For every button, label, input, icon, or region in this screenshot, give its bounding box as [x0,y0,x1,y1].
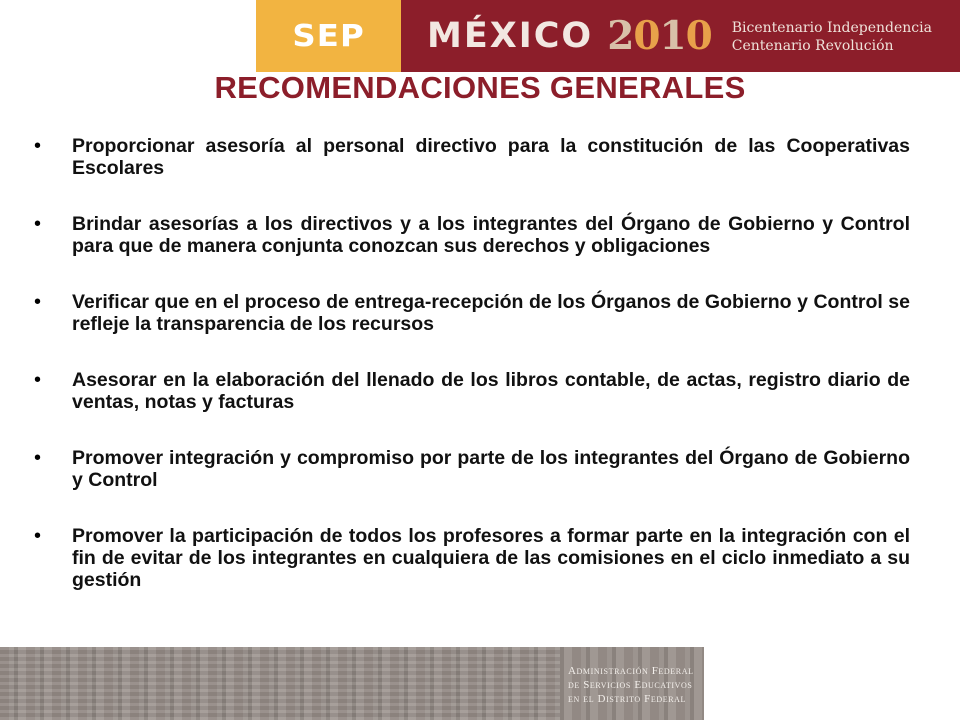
list-item [30,135,910,179]
list-item [30,213,910,257]
footer-line: en el Distrito Federal [568,693,687,705]
list-item [30,369,910,413]
bicentenario-line: Bicentenario Independencia [731,20,932,36]
bullet-icon: • [34,213,42,235]
footer-institution-name [568,664,694,706]
footer-line: de Servicios Educativos [568,679,693,691]
bullet-icon: • [34,369,42,391]
bullet-text: Brindar asesorías a los directivos y a los integrantes del Órgano de Gobierno y Control para que de manera conjunta conozcan sus derechos y obligaciones [72,213,910,257]
year-digit: 0 [685,13,712,59]
year-digit: 1 [659,13,686,59]
year-digit: 2 [607,13,634,59]
list-item [30,447,910,491]
bullet-text: Verificar que en el proceso de entrega-recepción de los Órganos de Gobierno y Control se refleje la transparencia de los recursos [72,291,910,335]
sep-logo-text: SEP [292,18,365,54]
footer-banner [0,647,704,720]
bullet-text: Asesorar en la elaboración del llenado de los libros contable, de actas, registro diario de ventas, notas y facturas [72,369,910,413]
bullet-icon: • [34,291,42,313]
list-item [30,291,910,335]
sep-logo [256,0,401,72]
list-item [30,525,910,591]
bullet-text: Proporcionar asesoría al personal directivo para la constitución de las Cooperativas Escolares [72,135,910,179]
bullet-icon: • [34,447,42,469]
bullet-text: Promover integración y compromiso por parte de los integrantes del Órgano de Gobierno y Control [72,447,910,491]
slide-title: RECOMENDACIONES GENERALES [214,70,746,105]
year-2010 [607,13,712,59]
mexico-word: MÉXICO [427,16,594,56]
header-banner [256,0,960,72]
footer-line: Administración Federal [568,665,694,677]
centenario-line: Centenario Revolución [731,38,894,54]
bullet-icon: • [34,135,42,157]
bullet-text: Promover la participación de todos los profesores a formar parte en la integración con el fin de evitar de los integrantes en cualquiera de las comisiones en el ciclo inmediato a su gestión [72,525,910,591]
bullet-list [30,135,910,591]
year-digit: 0 [633,13,660,59]
bicentenario-caption [732,17,932,55]
mexico-2010-logo [401,0,960,72]
bullet-icon: • [34,525,42,547]
